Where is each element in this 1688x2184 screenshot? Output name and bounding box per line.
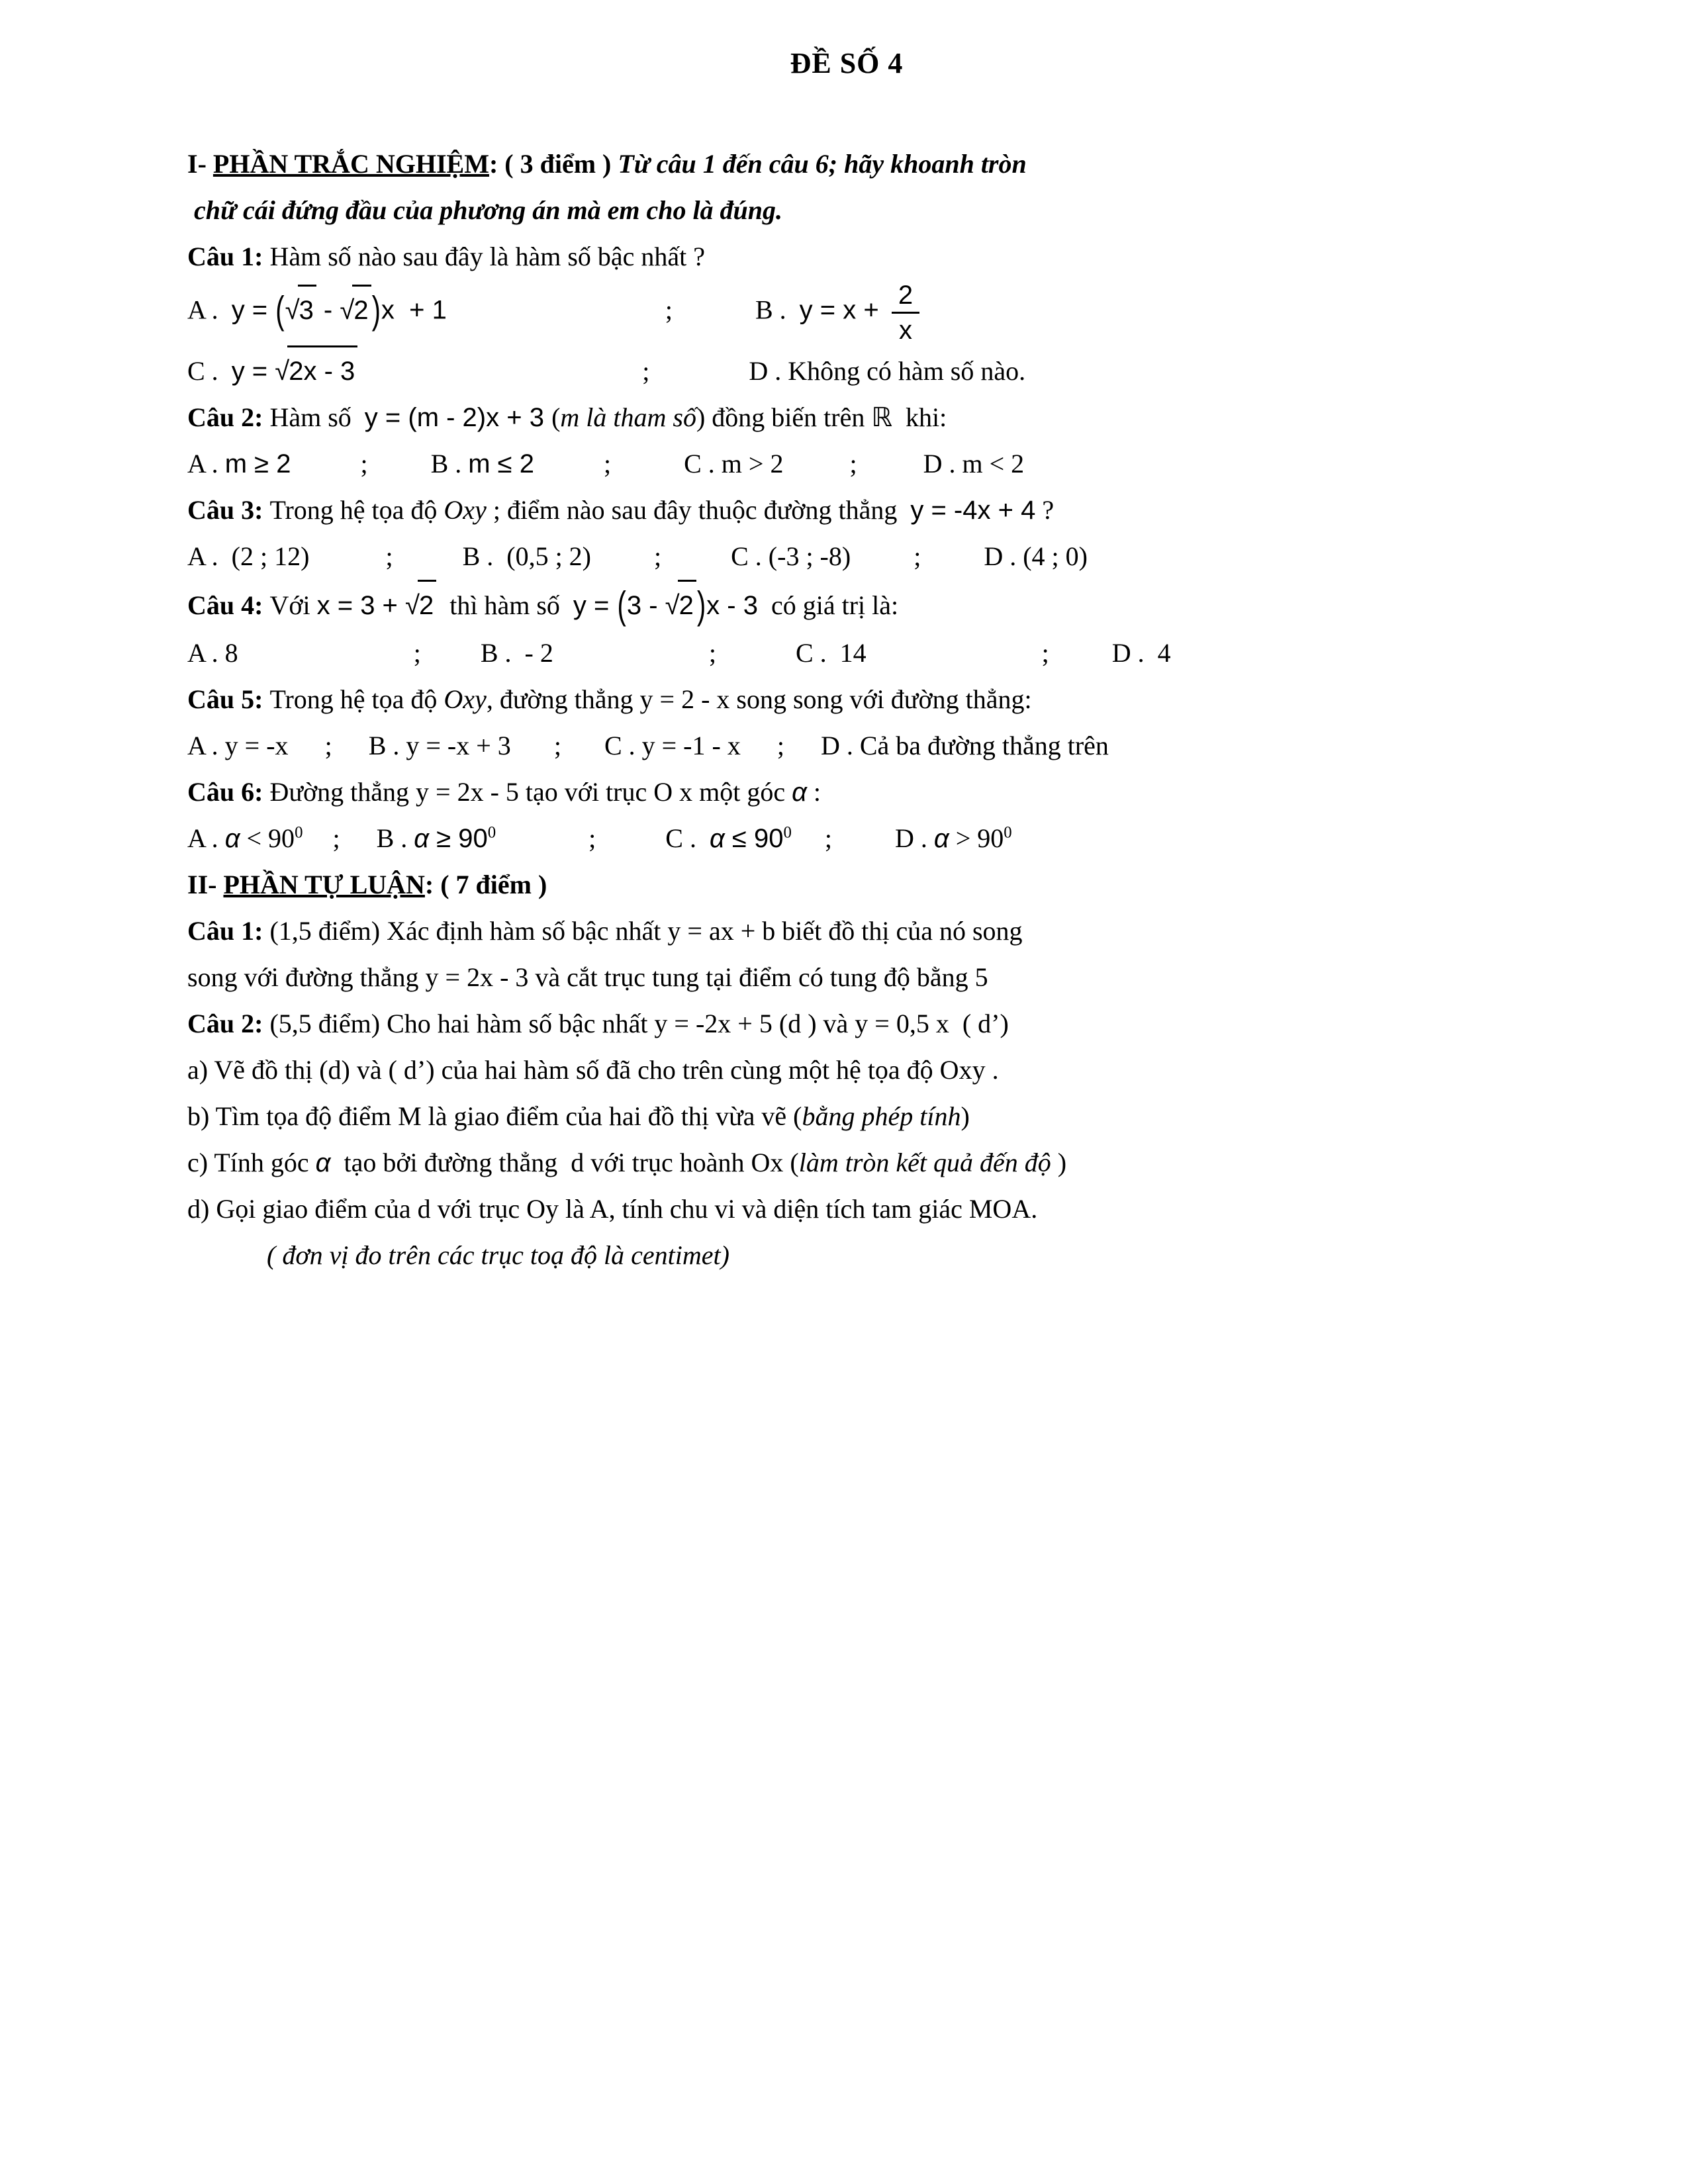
text-segment: Oxy xyxy=(444,495,487,525)
text-segment: ; xyxy=(708,638,716,668)
spacer xyxy=(783,471,849,473)
radical-icon: √ xyxy=(340,295,355,325)
spacer xyxy=(784,753,821,754)
text-segment: Trong hệ tọa độ xyxy=(269,495,444,525)
text-segment: α xyxy=(414,824,430,853)
text-segment: ; xyxy=(665,295,673,325)
spacer xyxy=(832,846,895,847)
spacer xyxy=(511,753,554,754)
text-segment: α xyxy=(933,824,949,853)
section1-heading-line2 xyxy=(187,187,1506,234)
text-segment: ; xyxy=(324,731,332,760)
text-segment: - xyxy=(316,295,340,325)
text-segment: Trong hệ tọa độ xyxy=(269,684,444,714)
sqrt-expression xyxy=(340,285,371,334)
text-segment: D . xyxy=(895,823,934,853)
text-segment: m ≤ 2 xyxy=(468,449,534,478)
spacer xyxy=(591,564,654,565)
q2-stem xyxy=(187,394,1506,441)
text-segment: Câu 3: xyxy=(187,495,270,525)
text-segment: d) Gọi giao điểm của d với trục Oy là A, tính chu vi và diện tích tam giác MOA. xyxy=(187,1194,1038,1224)
spacer xyxy=(792,846,825,847)
radicand: 2 xyxy=(418,580,436,629)
text-segment: A . y = -x xyxy=(187,731,289,760)
text-segment: : ( 3 điểm ) xyxy=(489,149,618,179)
text-segment: làm tròn kết quả đến độ xyxy=(798,1148,1051,1177)
text-segment: ( xyxy=(551,402,561,432)
text-segment: ; xyxy=(604,449,612,478)
radical-icon: √ xyxy=(285,295,300,325)
spacer xyxy=(649,379,749,380)
spacer xyxy=(289,753,325,754)
text-segment: 3 - xyxy=(626,591,665,620)
text-segment: 0 xyxy=(487,823,496,842)
spacer xyxy=(673,318,755,319)
spacer xyxy=(553,660,709,662)
text-segment: m ≥ 2 xyxy=(224,449,291,478)
text-segment: ; xyxy=(332,823,340,853)
spacer xyxy=(357,379,642,380)
spacer xyxy=(1049,660,1112,662)
text-segment: ; xyxy=(588,823,596,853)
sqrt-expression xyxy=(665,580,696,629)
text-segment: Oxy xyxy=(444,684,487,714)
q6-options xyxy=(187,815,1506,862)
text-segment: thì hàm số xyxy=(436,590,573,620)
text-segment: x - 3 xyxy=(706,591,758,620)
text-segment: ℝ xyxy=(871,402,893,432)
q3-options xyxy=(187,533,1506,580)
q5-stem xyxy=(187,676,1506,723)
text-segment: Câu 2: xyxy=(187,1009,270,1038)
text-segment: C . (-3 ; -8) xyxy=(731,541,851,571)
text-segment: b) Tìm tọa độ điểm M là giao điểm của hai đồ thị vừa vẽ ( xyxy=(187,1101,802,1131)
text-segment: ? xyxy=(1035,495,1055,525)
text-segment: ; xyxy=(413,638,421,668)
spacer xyxy=(857,471,923,473)
spacer xyxy=(561,753,604,754)
text-segment: D . (4 ; 0) xyxy=(984,541,1088,571)
text-segment: A . (2 ; 12) xyxy=(187,541,310,571)
essay-q1-line2 xyxy=(187,954,1506,1001)
text-segment: Câu 1: xyxy=(187,916,270,946)
text-segment: C . y = -1 - x xyxy=(604,731,741,760)
text-segment: A . xyxy=(187,449,225,478)
text-segment: tạo bởi đường thẳng d với trục hoành Ox ( xyxy=(330,1148,799,1177)
spacer xyxy=(921,564,984,565)
document-body xyxy=(187,141,1506,1279)
essay-q2d xyxy=(187,1186,1506,1232)
text-segment: Hàm số nào sau đây là hàm số bậc nhất ? xyxy=(269,242,706,271)
text-segment: Câu 2: xyxy=(187,402,270,432)
text-segment: : ( 7 điểm ) xyxy=(424,870,547,899)
text-segment: (5,5 điểm) Cho hai hàm số bậc nhất y = -2x + 5 (d ) và y = 0,5 x ( d’) xyxy=(269,1009,1009,1038)
text-segment: Với xyxy=(269,590,317,620)
text-segment: Câu 1: xyxy=(187,242,270,271)
text-segment: x = 3 + xyxy=(316,591,406,620)
text-segment: ; xyxy=(553,731,561,760)
text-segment: ; xyxy=(849,449,857,478)
q6-stem xyxy=(187,769,1506,815)
spacer xyxy=(741,753,777,754)
spacer xyxy=(851,564,914,565)
text-segment: A . xyxy=(187,295,232,325)
text-segment: D . 4 xyxy=(1111,638,1171,668)
text-segment: khi: xyxy=(892,402,947,432)
text-segment: (1,5 điểm) Xác định hàm số bậc nhất y = ax + b biết đồ thị của nó song xyxy=(269,916,1023,946)
spacer xyxy=(596,846,665,847)
text-segment: D . Cả ba đường thẳng trên xyxy=(820,731,1109,760)
spacer xyxy=(661,564,731,565)
text-segment: > 90 xyxy=(949,823,1004,853)
text-segment: < 90 xyxy=(240,823,295,853)
spacer xyxy=(393,564,463,565)
text-segment: ) xyxy=(961,1101,970,1131)
spacer xyxy=(867,660,1042,662)
fraction xyxy=(892,280,919,345)
text-segment: D . m < 2 xyxy=(923,449,1025,478)
essay-q2b xyxy=(187,1093,1506,1140)
text-segment: 0 xyxy=(295,823,303,842)
text-segment: m là tham số xyxy=(560,402,696,432)
text-segment: y = xyxy=(231,295,275,325)
radical-icon: √ xyxy=(665,591,680,620)
spacer xyxy=(611,471,684,473)
text-segment: B . xyxy=(430,449,469,478)
text-segment: Từ câu 1 đến câu 6; hãy khoanh tròn xyxy=(618,149,1027,179)
big-paren: ( xyxy=(275,289,285,332)
text-segment: C . xyxy=(665,823,710,853)
fraction-numerator: 2 xyxy=(892,280,919,314)
text-segment: , đường thẳng y = 2 - x song song với đường thẳng: xyxy=(486,684,1032,714)
text-segment: bằng phép tính xyxy=(802,1101,961,1131)
big-paren: ) xyxy=(371,289,381,332)
text-segment: Đường thẳng y = 2x - 5 tạo với trục O x một góc xyxy=(269,777,792,807)
text-segment: y = (m - 2)x + 3 xyxy=(364,403,552,432)
q4-stem xyxy=(187,580,1506,630)
text-segment: Câu 5: xyxy=(187,684,270,714)
text-segment: 0 xyxy=(783,823,792,842)
text-segment: : xyxy=(806,777,821,807)
text-segment: B . xyxy=(755,295,800,325)
big-paren: ) xyxy=(696,584,706,627)
sqrt-expression xyxy=(405,580,436,629)
text-segment: 0 xyxy=(1004,823,1012,842)
text-segment: α xyxy=(224,824,240,853)
text-segment: ; xyxy=(385,541,393,571)
text-segment: I- xyxy=(187,149,213,179)
radicand: 2 xyxy=(352,285,371,334)
text-segment: ) xyxy=(1051,1148,1067,1177)
spacer xyxy=(716,660,796,662)
spacer xyxy=(368,471,431,473)
radical-icon: √ xyxy=(275,357,290,386)
sqrt-expression xyxy=(275,345,357,394)
text-segment: Câu 4: xyxy=(187,590,270,620)
radicand: 2x - 3 xyxy=(287,345,357,394)
spacer xyxy=(291,471,360,473)
sqrt-expression xyxy=(285,285,316,334)
text-segment: B . xyxy=(376,823,414,853)
text-segment: A . xyxy=(187,823,225,853)
text-segment: y = -4x + 4 xyxy=(910,496,1036,525)
text-segment: ; xyxy=(654,541,662,571)
radical-icon: √ xyxy=(405,591,420,620)
section1-heading-line1 xyxy=(187,141,1506,187)
spacer xyxy=(238,660,414,662)
text-segment: Câu 6: xyxy=(187,777,270,807)
radicand: 3 xyxy=(298,285,316,334)
text-segment: II- xyxy=(187,870,224,899)
spacer xyxy=(303,846,332,847)
text-segment: ; điểm nào sau đây thuộc đường thẳng xyxy=(486,495,911,525)
text-segment: ≤ 90 xyxy=(724,824,784,853)
text-segment: song với đường thẳng y = 2x - 3 và cắt trục tung tại điểm có tung độ bằng 5 xyxy=(187,962,988,992)
text-segment: ; xyxy=(914,541,921,571)
essay-note xyxy=(267,1232,1506,1279)
text-segment: chữ cái đứng đầu của phương án mà em cho là đúng. xyxy=(187,195,783,225)
essay-q2a xyxy=(187,1047,1506,1093)
spacer xyxy=(496,846,588,847)
text-segment: a) Vẽ đồ thị (d) và ( d’) của hai hàm số đã cho trên cùng một hệ tọa độ Oxy . xyxy=(187,1055,999,1085)
text-segment: ; xyxy=(824,823,832,853)
text-segment: ; xyxy=(1041,638,1049,668)
text-segment: α xyxy=(792,778,807,807)
text-segment: α xyxy=(709,824,725,853)
text-segment: PHẦN TỰ LUẬN xyxy=(223,870,425,899)
text-segment: B . y = -x + 3 xyxy=(368,731,511,760)
text-segment: x + 1 xyxy=(381,295,447,325)
spacer xyxy=(447,318,665,319)
text-segment: ≥ 90 xyxy=(429,824,488,853)
text-segment: ; xyxy=(776,731,784,760)
big-paren: ( xyxy=(617,584,626,627)
text-segment: ; xyxy=(642,356,650,386)
text-segment: có giá trị là: xyxy=(757,590,899,620)
q1-options-ab xyxy=(187,280,1506,345)
q1-options-cd xyxy=(187,345,1506,394)
fraction-denominator: x xyxy=(898,316,912,345)
spacer xyxy=(309,564,385,565)
q3-stem xyxy=(187,487,1506,533)
spacer xyxy=(421,660,481,662)
essay-q2c xyxy=(187,1140,1506,1186)
text-segment: ) đồng biến trên xyxy=(696,402,872,432)
text-segment: B . (0,5 ; 2) xyxy=(462,541,591,571)
text-segment: C . m > 2 xyxy=(684,449,784,478)
text-segment: α xyxy=(315,1148,331,1177)
text-segment: B . - 2 xyxy=(480,638,553,668)
text-segment: c) Tính góc xyxy=(187,1148,316,1177)
spacer xyxy=(534,471,604,473)
q4-options xyxy=(187,630,1506,676)
radicand: 2 xyxy=(678,580,696,629)
page-title: ĐỀ SỐ 4 xyxy=(790,47,904,79)
text-segment: ; xyxy=(360,449,368,478)
text-segment: y = x + xyxy=(799,295,886,325)
spacer xyxy=(332,753,369,754)
essay-q2-stem xyxy=(187,1001,1506,1047)
text-segment: D . Không có hàm số nào. xyxy=(749,356,1026,386)
spacer xyxy=(340,846,377,847)
q1-stem xyxy=(187,234,1506,280)
text-segment: ( đơn vị đo trên các trục toạ độ là centimet) xyxy=(267,1240,729,1270)
q5-options xyxy=(187,723,1506,769)
text-segment: A . 8 xyxy=(187,638,238,668)
text-segment: y = xyxy=(573,591,617,620)
section2-heading xyxy=(187,862,1506,908)
text-segment: y = xyxy=(231,357,275,386)
q2-options xyxy=(187,441,1506,487)
essay-q1-line1 xyxy=(187,908,1506,954)
text-segment: C . xyxy=(187,356,232,386)
text-segment: C . 14 xyxy=(795,638,867,668)
text-segment: Hàm số xyxy=(269,402,365,432)
text-segment: PHẦN TRẮC NGHIỆM xyxy=(212,149,489,179)
